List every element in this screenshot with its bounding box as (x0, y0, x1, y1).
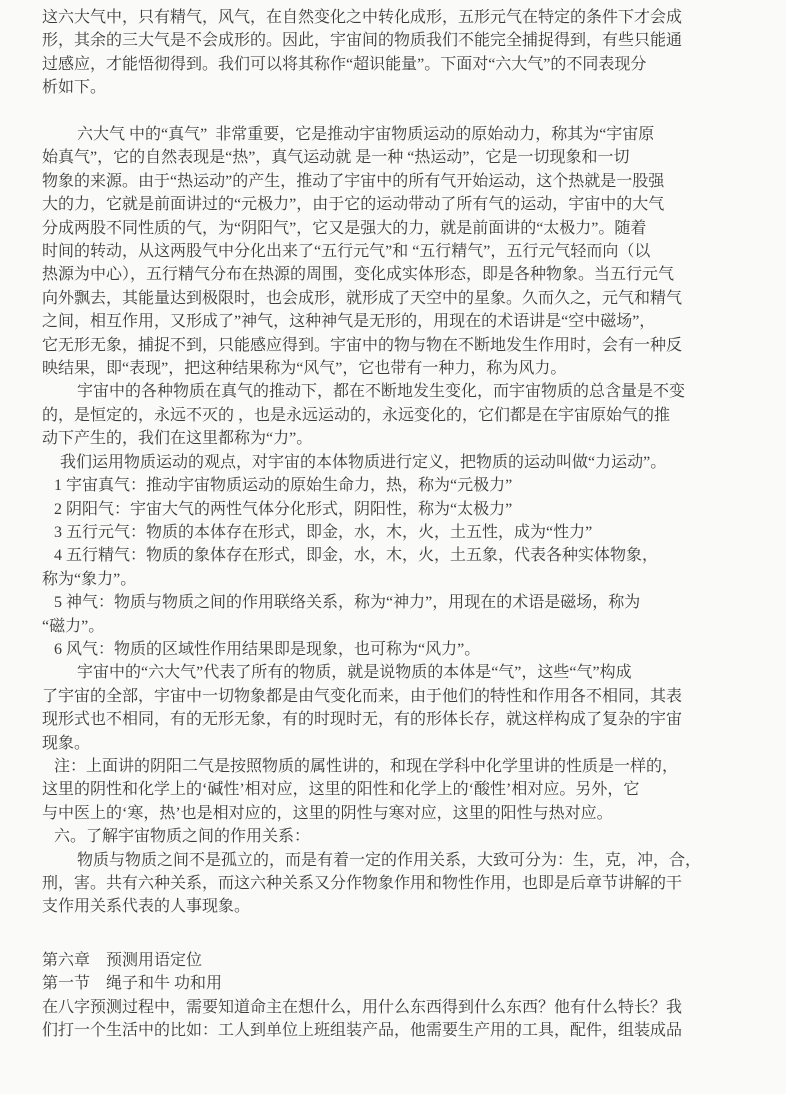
text-line: 与中医上的‘寒，热’也是相对应的，这里的阴性与寒对应，这里的阳性与热对应。 (42, 804, 613, 822)
text-line: 向外飘去，其能量达到极限时，也会成形，就形成了天空中的星象。久而久之，元气和精气 (42, 289, 683, 307)
text-line: 宇宙中的“六大气”代表了所有的物质，就是说物质的本体是“气”，这些“气”构成 (77, 664, 632, 682)
list-item-line: 2 阴阳气：宇宙大气的两性气体分化形式，阴阳性，称为“太极力” (54, 500, 513, 518)
subsection-heading: 六。了解宇宙物质之间的作用关系： (54, 828, 311, 846)
text-line: 六大气 中的“真气” 非常重要，它是推动宇宙物质运动的原始动力，称其为“宇宙原 (77, 126, 655, 144)
text-line: 现象。 (42, 734, 91, 752)
text-line: 动下产生的，我们在这里都称为“力”。 (42, 430, 313, 448)
blank-line (42, 919, 742, 949)
text-line: 热源为中心），五行精气分布在热源的周围，变化成实体形态，即是各种物象。当五行元气 (42, 266, 675, 284)
text-line: 现形式也不相同，有的无形无象，有的时现时无，有的形体长存，就这样构成了复杂的宇宙 (42, 711, 683, 729)
list-item-line: 1 宇宙真气：推动宇宙物质运动的原始生命力，热，称为“元极力” (54, 477, 513, 495)
blank-line (42, 100, 742, 123)
text-line: 时间的转动，从这两股气中分化出来了“五行元气”和 “五行精气”，五行元气轻而向（以 (42, 243, 651, 261)
list-item-line: 5 神气：物质与物质之间的作用联络关系，称为“神力”，用现在的术语是磁场，称为 (54, 594, 641, 612)
chapter-heading: 第六章 预测用语定位 (42, 951, 203, 969)
text-line: 这里的阴性和化学上的‘碱性’相对应，这里的阳性和化学上的‘酸性’相对应。另外，它 (42, 781, 640, 799)
note-line: 注：上面讲的阴阳二气是按照物质的属性讲的，和现在学科中化学里讲的性质是一样的， (54, 757, 679, 775)
text-line: 之间，相互作用，又形成了”神气，这种神气是无形的，用现在的术语讲是“空中磁场”， (42, 313, 656, 331)
text-line: 大的力，它就是前面讲过的“元极力”，由于它的运动带动了所有气的运动，宇宙中的大气 (42, 196, 665, 214)
text-line: 过感应，才能悟彻得到。我们可以将其称作“超识能量”。下面对“六大气”的不同表现分 (42, 55, 647, 73)
text-line: 了宇宙的全部，宇宙中一切物象都是由气变化而来，由于他们的特性和作用各不相同，其表 (42, 687, 683, 705)
text-line: 它无形无象，捕捉不到，只能感应得到。宇宙中的物与物在不断地发生作用时，会有一种反 (42, 336, 683, 354)
text-line: 分成两股不同性质的气，为“阴阳气”，它又是强大的力，就是前面讲的“太极力”。随着 (42, 219, 647, 237)
text-line: 物质与物质之间不是孤立的，而是有着一定的作用关系，大致可分为：生，克，冲，合， (77, 851, 702, 869)
text-line: 们打一个生活中的比如：工人到单位上班组装产品，他需要生产用的工具，配件，组装成品 (42, 1022, 683, 1040)
list-item-line: 6 风气：物质的区域性作用结果即是现象，也可称为“风力”。 (54, 640, 481, 658)
text-line: 这六大气中，只有精气，风气，在自然变化之中转化成形，五形元气在特定的条件下才会成 (42, 9, 683, 26)
list-item-line: 3 五行元气：物质的本体存在形式，即金，水，木，火，土五性，成为“性力” (54, 523, 593, 541)
text-line: 析如下。 (42, 79, 107, 97)
text-line: 在八字预测过程中，需要知道命主在想什么，用什么东西得到什么东西？他有什么特长？我 (42, 998, 683, 1016)
text-line: 宇宙中的各种物质在真气的推动下，都在不断地发生变化，而宇宙物质的总含量是不变 (77, 383, 686, 401)
text-line: “磁力”。 (42, 617, 105, 635)
section-heading: 第一节 绳子和牛 功和用 (42, 975, 223, 993)
text-line: 物象的来源。由于“热运动”的产生，推动了宇宙中的所有气开始运动，这个热就是一股强 (42, 172, 665, 190)
text-line: 映结果，即“表现”，把这种结果称为“风气”，它也带有一种力，称为风力。 (42, 360, 567, 378)
text-line: 称为“象力”。 (42, 570, 137, 588)
text-line: 支作用关系代表的人事现象。 (42, 898, 251, 916)
text-line: 的，是恒定的，永远不灭的 ，也是永远运动的，永远变化的，它们都是在宇宙原始气的推 (42, 406, 671, 424)
text-line: 我们运用物质运动的观点，对宇宙的本体物质进行定义，把物质的运动叫做“力运动”。 (60, 453, 667, 471)
document-body (42, 6, 742, 1042)
text-line: 形，其余的三大气是不会成形的。因此，宇宙间的物质我们不能完全捕捉得到，有些只能通 (42, 32, 683, 50)
list-item-line: 4 五行精气：物质的象体存在形式，即金，水，木，火，土五象，代表各种实体物象， (54, 547, 659, 565)
text-line: 始真气”，它的自然表现是“热”，真气运动就 是一种 “热运动”，它是一切现象和一切 (42, 149, 630, 167)
text-line: 刑，害。共有六种关系，而这六种关系又分作物象作用和物性作用，也即是后章节讲解的干 (42, 875, 683, 893)
